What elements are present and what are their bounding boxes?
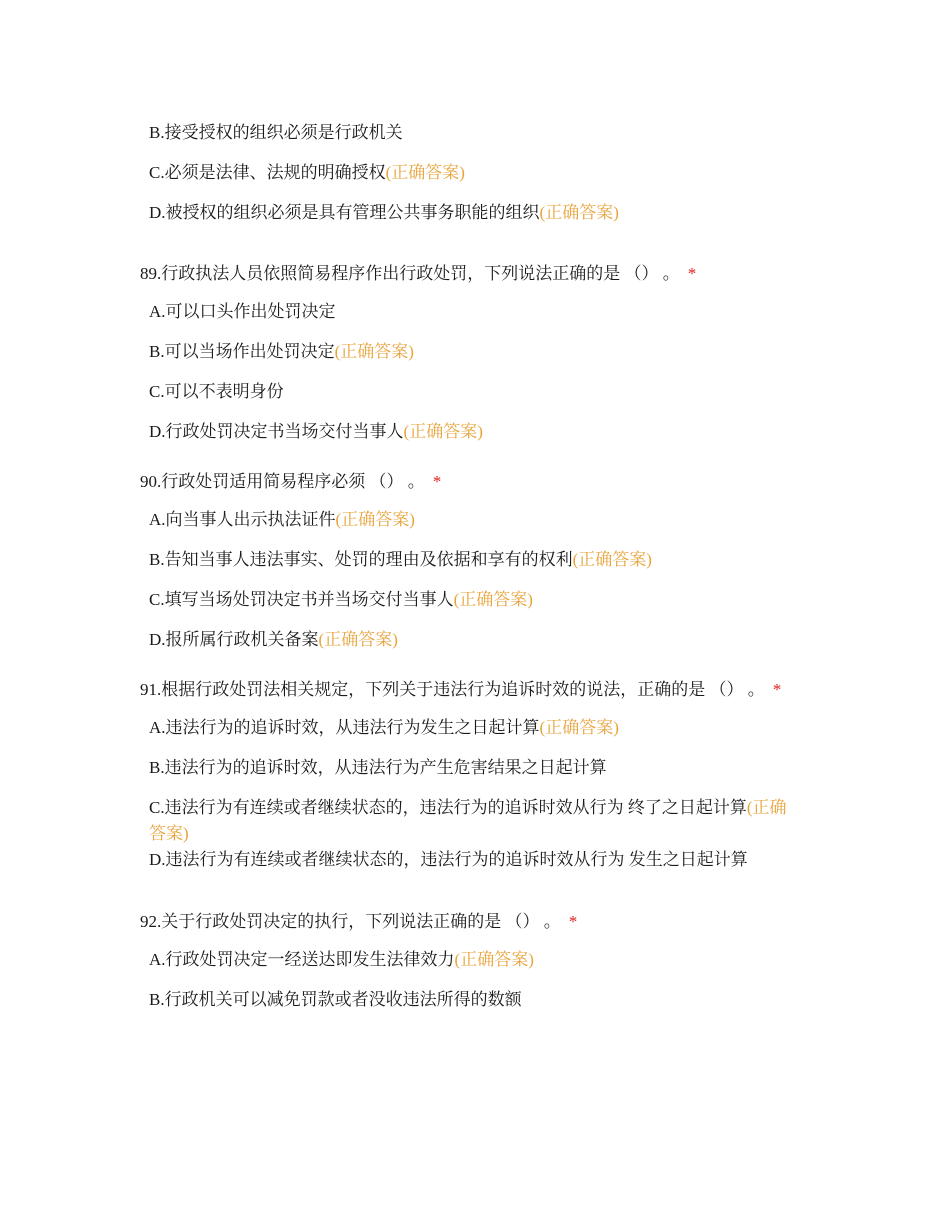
question-title: 90.行政处罚适用简易程序必须 （） 。 *	[140, 472, 442, 491]
question-92	[0, 903, 950, 1013]
correct-answer-tag: (正确答案)	[334, 342, 414, 361]
question-90	[0, 463, 950, 653]
option-item: A.行政处罚决定一经送达即发生法律效力(正确答案)	[149, 950, 534, 969]
carryover-options	[0, 120, 950, 240]
correct-answer-tag: (正确答案)	[539, 718, 619, 737]
option-item: B.违法行为的追诉时效，从违法行为产生危害结果之日起计算	[149, 758, 607, 777]
question-89	[0, 255, 950, 445]
required-mark: *	[772, 680, 782, 699]
correct-answer-tag: (正确答案)	[318, 630, 398, 649]
option-item: D.报所属行政机关备案(正确答案)	[149, 630, 398, 649]
correct-answer-tag: (正确答案)	[149, 798, 787, 843]
correct-answer-tag: (正确答案)	[403, 422, 483, 441]
correct-answer-tag: (正确答案)	[385, 163, 465, 182]
option-item: D.被授权的组织必须是具有管理公共事务职能的组织(正确答案)	[149, 203, 619, 222]
question-title: 91.根据行政处罚法相关规定，下列关于违法行为追诉时效的说法，正确的是 （） 。 *	[140, 680, 782, 699]
option-item: A.可以口头作出处罚决定	[149, 302, 336, 321]
option-item: D.违法行为有连续或者继续状态的，违法行为的追诉时效从行为 发生之日起计算	[149, 850, 748, 869]
question-list	[0, 255, 950, 1031]
option-item: B.告知当事人违法事实、处罚的理由及依据和享有的权利(正确答案)	[149, 550, 652, 569]
correct-answer-tag: (正确答案)	[572, 550, 652, 569]
option-item: C.可以不表明身份	[149, 382, 284, 401]
option-item: B.行政机关可以减免罚款或者没收违法所得的数额	[149, 990, 522, 1009]
required-mark: *	[432, 472, 442, 491]
option-item: C.违法行为有连续或者继续状态的，违法行为的追诉时效从行为 终了之日起计算(正确答案)	[149, 798, 787, 843]
correct-answer-tag: (正确答案)	[539, 203, 619, 222]
option-item: B.可以当场作出处罚决定(正确答案)	[149, 342, 414, 361]
question-title: 89.行政执法人员依照简易程序作出行政处罚，下列说法正确的是 （） 。 *	[140, 264, 697, 283]
option-item: A.违法行为的追诉时效，从违法行为发生之日起计算(正确答案)	[149, 718, 619, 737]
option-item: D.行政处罚决定书当场交付当事人(正确答案)	[149, 422, 483, 441]
correct-answer-tag: (正确答案)	[453, 590, 533, 609]
question-91	[0, 671, 950, 885]
option-item: A.向当事人出示执法证件(正确答案)	[149, 510, 415, 529]
option-item: C.填写当场处罚决定书并当场交付当事人(正确答案)	[149, 590, 533, 609]
question-title: 92.关于行政处罚决定的执行，下列说法正确的是 （） 。 *	[140, 912, 578, 931]
required-mark: *	[568, 912, 578, 931]
correct-answer-tag: (正确答案)	[454, 950, 534, 969]
correct-answer-tag: (正确答案)	[335, 510, 415, 529]
option-item: B.接受授权的组织必须是行政机关	[149, 123, 403, 142]
option-item: C.必须是法律、法规的明确授权(正确答案)	[149, 163, 465, 182]
required-mark: *	[687, 264, 697, 283]
